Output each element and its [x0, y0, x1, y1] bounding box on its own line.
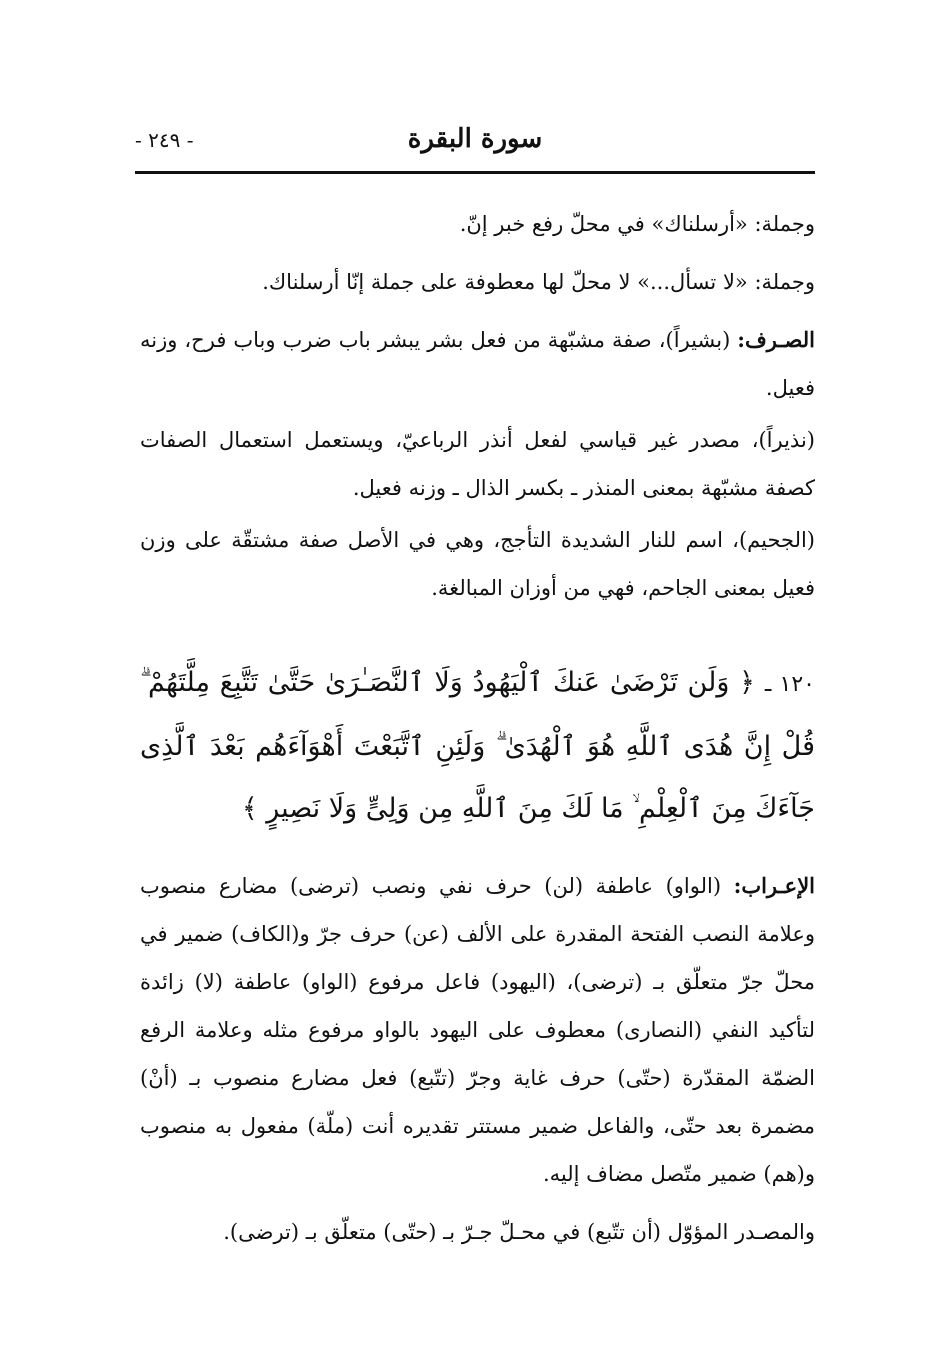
paragraph-masdar-muawwal [140, 1208, 815, 1256]
paragraph-lead: الإعـراب: [733, 873, 815, 898]
verse-number: ١٢٠ ـ [764, 672, 815, 697]
running-header [135, 118, 815, 168]
paragraph-sentence-la-tasal [140, 258, 815, 306]
page-body [140, 200, 815, 1260]
page-number: - ٢٤٩ - [135, 128, 194, 152]
paragraph-text: وجملة: «لا تسأل...» لا محلّ لها معطوفة على جملة إنّا أرسلناك. [262, 270, 815, 294]
paragraph-text: (الواو) عاطفة (لن) حرف نفي ونصب (ترضى) مضارع منصوب وعلامة النصب الفتحة المقدرة على الألف (عن) حرف جرّ و(الكاف) ضمير في محلّ جرّ متعلّق بـ (ترضى)، (اليهود) فاعل مرفوع (الواو) عاطفة (لا) زائدة لتأكيد النفي (النصارى) معطوف على اليهود بالواو مرفوع مثله وعلامة الرفع الضمّة المقدّرة (حتّى) حرف غاية وجرّ (تتّبع) فعل مضارع منصوب بـ (أنْ) مضمرة بعد حتّى، والفاعل ضمير مستتر تقديره أنت (ملّة) مفعول به منصوب و(هم) ضمير متّصل مضاف إليه. [140, 874, 815, 1186]
paragraph-text: والمصـدر المؤوّل (أن تتّبع) في محـلّ جـرّ بـ (حتّى) متعلّق بـ (ترضى). [223, 1220, 815, 1244]
paragraph-sarf-nadheer [140, 416, 815, 512]
paragraph-text: (بشيراً)، صفة مشبّهة من فعل بشر يبشر باب ضرب وباب فرح، وزنه فعيل. [140, 328, 815, 400]
paragraph-sarf-basheer [140, 316, 815, 412]
paragraph-sarf-jaheem [140, 516, 815, 612]
quran-verse [140, 652, 815, 840]
paragraph-text: (الجحيم)، اسم للنار الشديدة التأجج، وهي في الأصل صفة مشتقّة على وزن فعيل بمعنى الجاحم، فهي من أوزان المبالغة. [140, 528, 815, 600]
paragraph-sentence-arsalnaka [140, 200, 815, 248]
paragraph-irab [140, 862, 815, 1198]
paragraph-text: (نذيراً)، مصدر غير قياسي لفعل أنذر الرباعيّ، ويستعمل استعمال الصفات كصفة مشبّهة بمعنى المنذر ـ بكسر الذال ـ وزنه فعيل. [140, 428, 815, 500]
paragraph-text: وجملة: «أرسلناك» في محلّ رفع خبر إنّ. [459, 212, 815, 236]
verse-text: ﴿ وَلَن تَرْضَىٰ عَنكَ ٱلْيَهُودُ وَلَا ٱلنَّصَـٰرَىٰ حَتَّىٰ تَتَّبِعَ مِلَّتَهُمْ ۗ قُلْ إِنَّ هُدَى ٱللَّهِ هُوَ ٱلْهُدَىٰ ۗ وَلَئِنِ ٱتَّبَعْتَ أَهْوَآءَهُم بَعْدَ ٱلَّذِى جَآءَكَ مِنَ ٱلْعِلْمِ ۙ مَا لَكَ مِنَ ٱللَّهِ مِن وَلِىٍّ وَلَا نَصِيرٍ ﴾ [140, 667, 815, 824]
header-divider [135, 171, 815, 174]
page-title: سورة البقرة [407, 124, 543, 154]
paragraph-lead: الصـرف: [737, 327, 815, 352]
